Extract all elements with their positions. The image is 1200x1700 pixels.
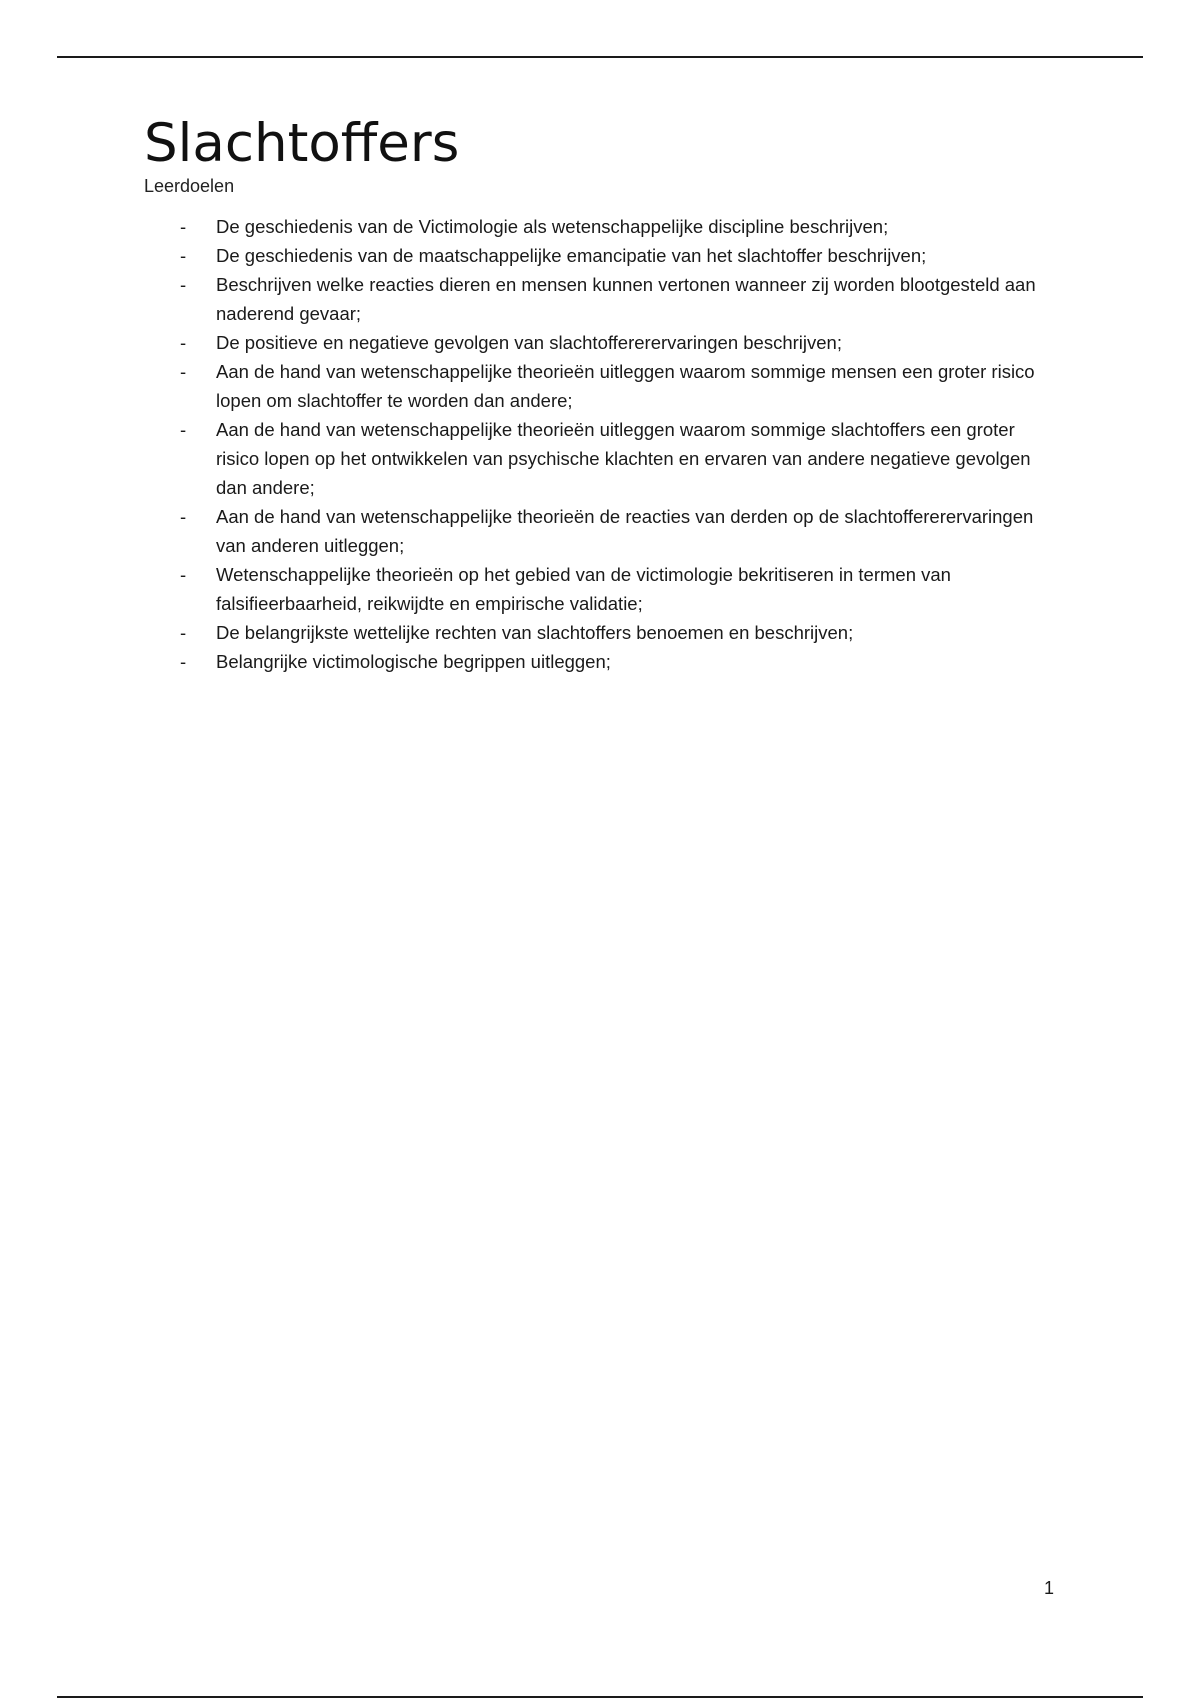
dash-bullet: -: [180, 506, 187, 527]
list-item: [144, 560, 1044, 618]
list-item-text: De belangrijkste wettelijke rechten van slachtoffers benoemen en beschrijven;: [216, 622, 854, 643]
dash-bullet: -: [180, 419, 187, 440]
list-item-text: Wetenschappelijke theorieën op het gebied van de victimologie bekritiseren in termen van falsifieerbaarheid, reikwijdte en empirische validatie;: [216, 564, 951, 614]
list-item: [144, 241, 1044, 270]
list-item: [144, 328, 1044, 357]
list-item: [144, 502, 1044, 560]
list-item-text: Beschrijven welke reacties dieren en mensen kunnen vertonen wanneer zij worden blootgesteld aan naderend gevaar;: [216, 274, 1036, 324]
list-item: [144, 415, 1044, 502]
dash-bullet: -: [180, 274, 187, 295]
list-item: [144, 357, 1044, 415]
list-item-text: Belangrijke victimologische begrippen uitleggen;: [216, 651, 611, 672]
dash-bullet: -: [180, 332, 187, 353]
list-item: [144, 212, 1044, 241]
dash-bullet: -: [180, 216, 187, 237]
page-content: [144, 112, 1044, 676]
list-item-text: De geschiedenis van de maatschappelijke emancipatie van het slachtoffer beschrijven;: [216, 245, 927, 266]
list-item-text: Aan de hand van wetenschappelijke theorieën uitleggen waarom sommige slachtoffers een groter risico lopen op het ontwikkelen van psychische klachten en ervaren van andere negatieve gevolgen dan andere;: [216, 419, 1031, 498]
section-heading: Leerdoelen: [144, 176, 235, 196]
header-rule: [57, 56, 1143, 58]
page-title: Slachtoffers: [144, 113, 460, 174]
list-item-text: Aan de hand van wetenschappelijke theorieën de reacties van derden op de slachtoffererervaringen van anderen uitleggen;: [216, 506, 1034, 556]
dash-bullet: -: [180, 245, 187, 266]
list-item: [144, 270, 1044, 328]
list-item-text: De geschiedenis van de Victimologie als wetenschappelijke discipline beschrijven;: [216, 216, 889, 237]
list-item: [144, 618, 1044, 647]
footer-rule: [57, 1696, 1143, 1698]
dash-bullet: -: [180, 361, 187, 382]
dash-bullet: -: [180, 622, 187, 643]
page-number: 1: [1044, 1578, 1055, 1598]
list-item-text: Aan de hand van wetenschappelijke theorieën uitleggen waarom sommige mensen een groter risico lopen om slachtoffer te worden dan andere;: [216, 361, 1035, 411]
dash-bullet: -: [180, 651, 187, 672]
learning-goals-list: [144, 212, 1044, 676]
dash-bullet: -: [180, 564, 187, 585]
list-item-text: De positieve en negatieve gevolgen van slachtoffererervaringen beschrijven;: [216, 332, 842, 353]
list-item: [144, 647, 1044, 676]
